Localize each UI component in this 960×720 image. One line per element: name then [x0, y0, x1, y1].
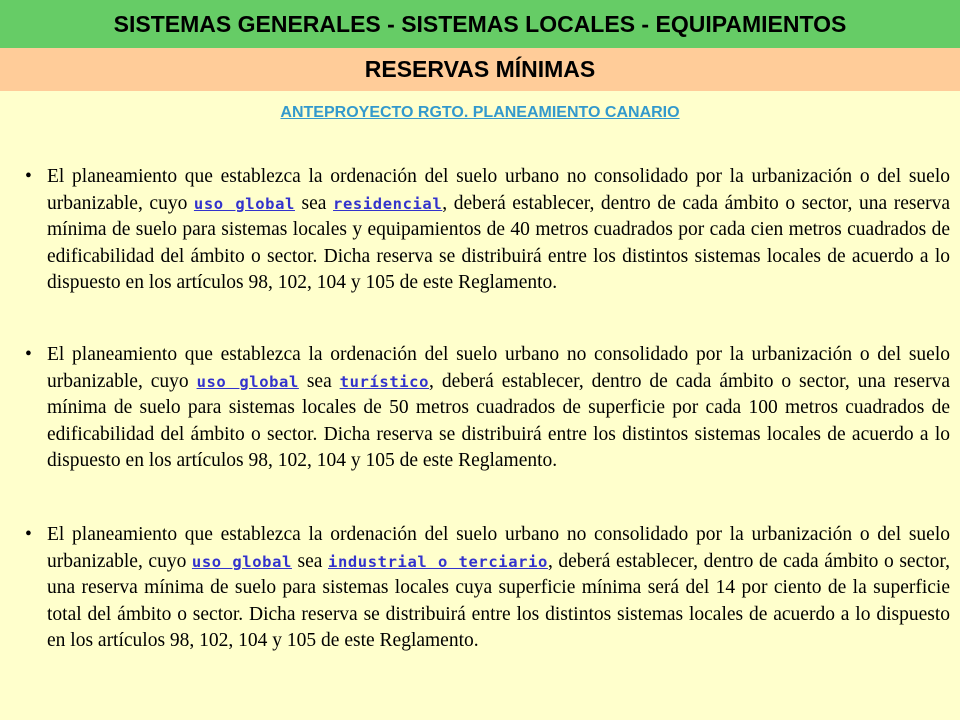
- bullet-text: [47, 522, 950, 655]
- page-title: SISTEMAS GENERALES - SISTEMAS LOCALES - EQUIPAMIENTOS: [0, 0, 960, 48]
- text-fragment: El planeamiento que establezca la ordenación del suelo urbano no consolidado por la urbanización o del suelo urbanizable, cuyo: [47, 524, 950, 572]
- uso-global-link[interactable]: uso global: [196, 372, 299, 391]
- text-fragment: , deberá establecer, dentro de cada ámbito o sector, una reserva mínima de suelo para sistemas locales cuya superficie mínima será del 14 por ciento de la superficie total del ámbito o sector. Dicha reserva se distribuirá entre los distintos sistemas locales de acuerdo a lo dispuesto en los artículos 98, 102, 104 y 105 de este Reglamento.: [47, 550, 950, 651]
- text-fragment: sea: [294, 192, 334, 214]
- turistico-link[interactable]: turístico: [339, 372, 430, 391]
- text-fragment: , deberá establecer, dentro de cada ámbito o sector, una reserva mínima de suelo para sistemas locales de 50 metros cuadrados de superficie por cada 100 metros cuadrados de edificabilidad del ámbito o sector. Dicha reserva se distribuirá entre los distintos sistemas locales de acuerdo a lo dispuesto en los artículos 98, 102, 104 y 105 de este Reglamento.: [47, 370, 950, 471]
- text-fragment: , deberá establecer, dentro de cada ámbito o sector, una reserva mínima de suelo para sistemas locales y equipamientos de 40 metros cuadrados por cada cien metros cuadrados de edificabilidad del ámbito o sector. Dicha reserva se distribuirá entre los distintos sistemas locales de acuerdo a lo dispuesto en los artículos 98, 102, 104 y 105 de este Reglamento.: [47, 192, 950, 293]
- text-fragment: El planeamiento que establezca la ordenación del suelo urbano no consolidado por la urbanización o del suelo urbanizable, cuyo: [47, 344, 950, 392]
- uso-global-link[interactable]: uso global: [191, 552, 292, 571]
- text-fragment: El planeamiento que establezca la ordenación del suelo urbano no consolidado por la urbanización o del suelo urbanizable, cuyo: [47, 166, 950, 214]
- bullet-text: [47, 164, 950, 297]
- bullet-item-residencial: [25, 164, 950, 297]
- bullet-marker: •: [25, 166, 32, 187]
- bullet-text: [47, 342, 950, 475]
- text-fragment: sea: [291, 550, 329, 572]
- bullet-marker: •: [25, 524, 32, 545]
- residencial-link[interactable]: residencial: [333, 194, 443, 213]
- text-fragment: sea: [298, 370, 340, 392]
- bullet-marker: •: [25, 344, 32, 365]
- bullet-item-industrial: [25, 522, 950, 655]
- section-subtitle: RESERVAS MÍNIMAS: [0, 48, 960, 91]
- industrial-terciario-link[interactable]: industrial o terciario: [328, 552, 548, 571]
- source-link[interactable]: ANTEPROYECTO RGTO. PLANEAMIENTO CANARIO: [280, 104, 680, 121]
- uso-global-link[interactable]: uso global: [193, 194, 295, 213]
- bullet-item-turistico: [25, 342, 950, 475]
